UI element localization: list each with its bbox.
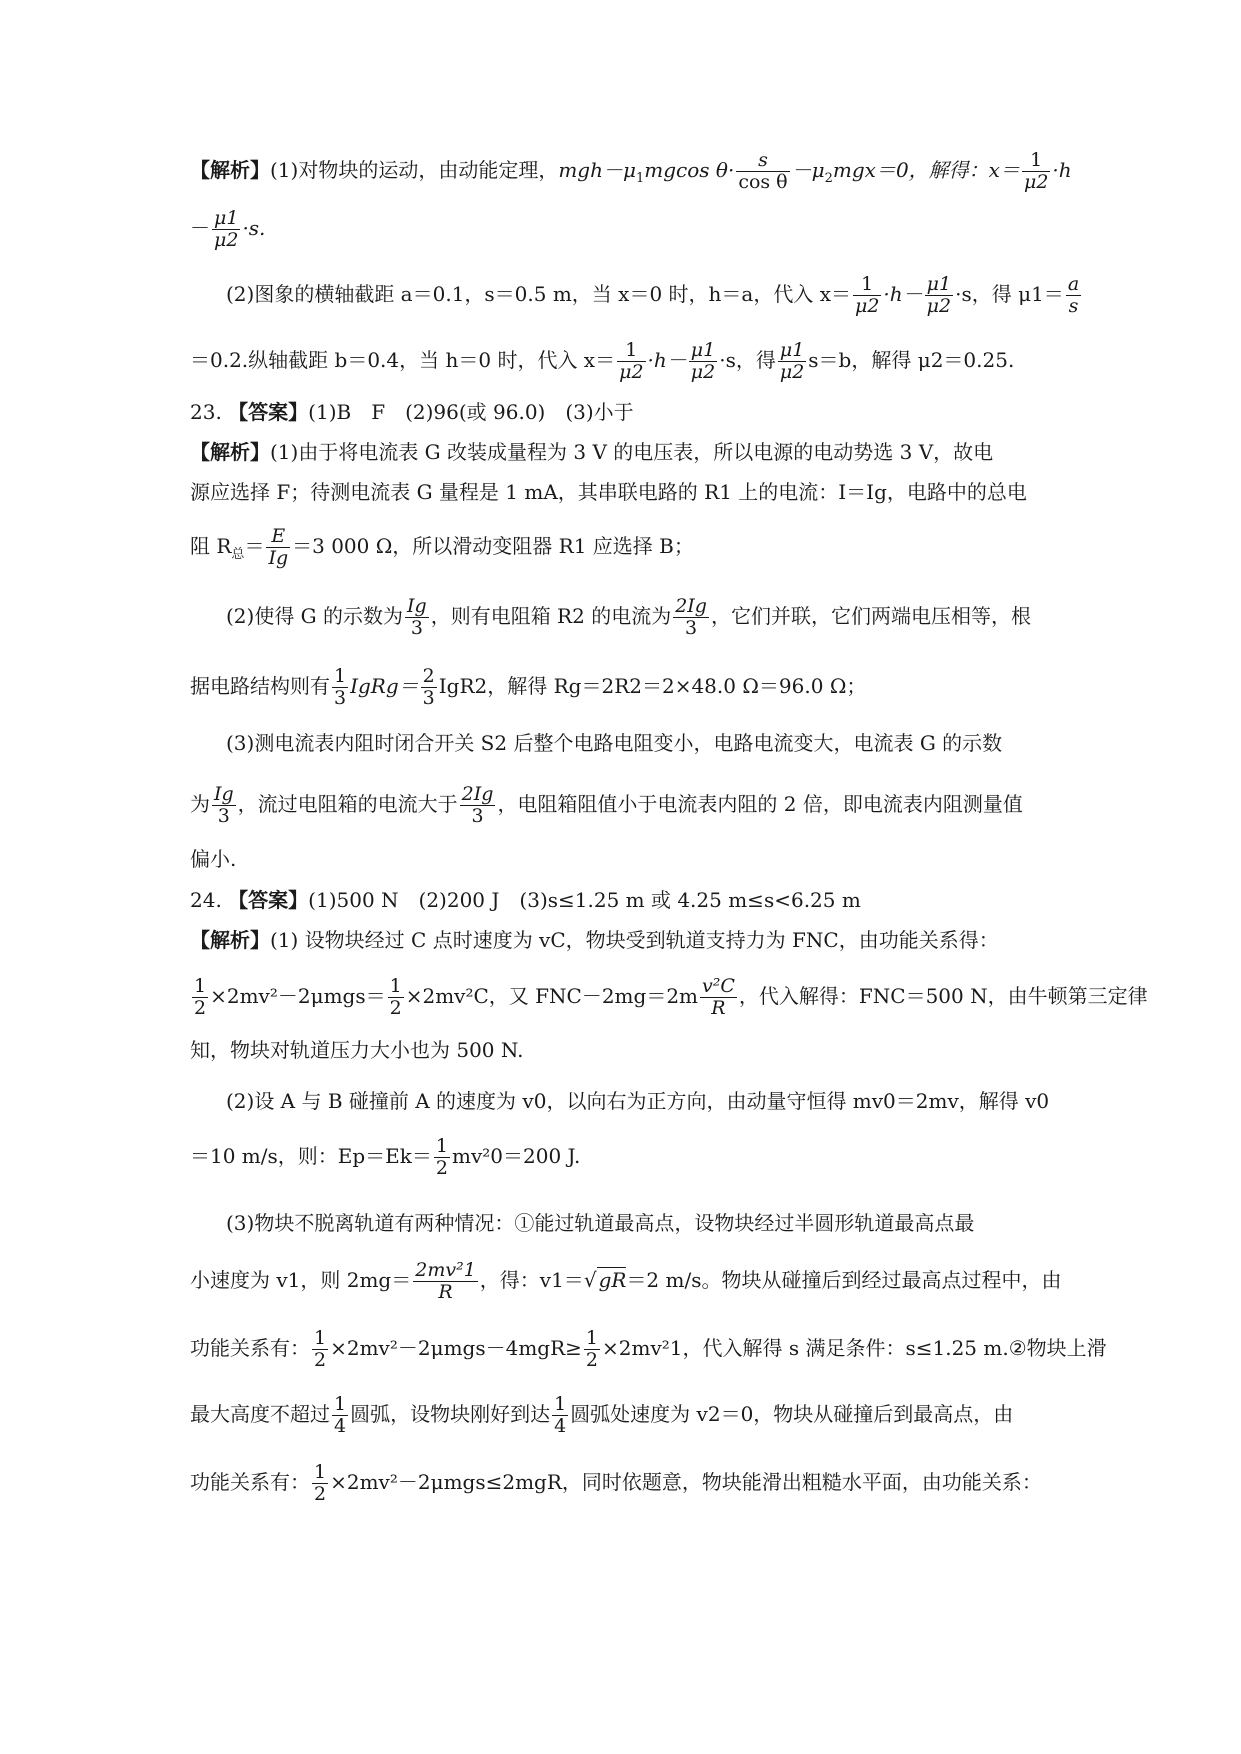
sqrt-symbol: √ xyxy=(583,1267,597,1292)
analysis-tag: 【解析】 xyxy=(190,928,270,952)
fraction: $\frac{Ig}{3}$ xyxy=(214,783,234,827)
q24-analysis-line-9: 最大高度不超过 $\frac{1}{4}$ 圆弧，设物块刚好到达 $\frac{1}{4}$ 圆弧处速度为 v2＝0，物块从碰撞后到最高点，由 xyxy=(190,1393,1014,1437)
fraction: $\frac{1}{2}$ xyxy=(314,1327,327,1371)
q24-analysis-line-3: 知，物块对轨道压力大小也为 500 N. xyxy=(190,1038,524,1062)
p2-line-2: ＝0.2.纵轴截距 b＝0.4，当 h＝0 时，代入 x＝ $\frac{1}{\mu 2}$ ·h－ $\frac{\mu 1}{\mu 2}$ ·s，得 $\frac{\mu 1}{\mu 2}$ s＝b，解得 μ2＝0.25. xyxy=(190,339,1015,383)
q23-analysis-line-5: 据电路结构则有 $\frac{1}{3}$ IgRg＝ $\frac{2}{3}$ IgR2，解得 Rg＝2R2＝2×48.0 Ω＝96.0 Ω； xyxy=(190,665,867,709)
fraction: $\frac{1}{2}$ xyxy=(435,1135,448,1179)
answer-text: (1)B F (2)96(或 96.0) (3)小于 xyxy=(308,400,634,424)
q23-analysis-line-3: 阻 $R_总=$ $\frac{E}{Ig}$ ＝3 000 Ω，所以滑动变阻器 R1 应选择 B； xyxy=(190,525,694,569)
fraction: $\frac{1}{\mu 2}$ xyxy=(1023,149,1049,193)
fraction: $\frac{2Ig}{3}$ xyxy=(461,783,494,827)
formula: mgh－μ xyxy=(558,157,636,182)
fraction: $\frac{1}{2}$ xyxy=(194,975,207,1019)
q24-analysis-line-10: 功能关系有： $\frac{1}{2}$ ×2mv²－2μmgs≤2mgR，同时依题意，物块能滑出粗糙水平面，由功能关系： xyxy=(190,1461,1042,1505)
p1-line-2: － $\frac{\mu 1}{\mu 2}$ ·s. xyxy=(190,207,266,251)
fraction: $\frac{1}{2}$ xyxy=(314,1461,327,1505)
q23-analysis-line-8: 偏小. xyxy=(190,847,237,871)
q24-analysis-line-7: 小速度为 v1，则 2mg＝ $\frac{\text{2mv²1}}{R}$ ，得：v1＝√ gR＝2 m/s。物块从碰撞后到经过最高点过程中，由 xyxy=(190,1259,1062,1303)
q24-analysis-line-6: (3)物块不脱离轨道有两种情况：①能过轨道最高点，设物块经过半圆形轨道最高点最 xyxy=(226,1211,975,1235)
q23-analysis-line-7: 为 $\frac{Ig}{3}$ ，流过电阻箱的电流大于 $\frac{2Ig}{3}$ ，电阻箱阻值小于电流表内阻的 2 倍，即电流表内阻测量值 xyxy=(190,783,1023,827)
answer-tag: 【答案】 xyxy=(228,400,309,424)
q23-answer-line xyxy=(190,397,634,428)
fraction: $\frac{2Ig}{3}$ xyxy=(675,595,707,639)
q24-analysis-line-8: 功能关系有： $\frac{1}{2}$ ×2mv²－2μmgs－4mgR≥ $\frac{1}{2}$ ×2mv²1，代入解得 s 满足条件：s≤1.25 m.②物块上滑 xyxy=(190,1327,1107,1371)
p2-line-1: (2)图象的横轴截距 a＝0.1，s＝0.5 m，当 x＝0 时，h＝a，代入 x＝ $\frac{1}{\mu 2}$ ·h－ $\frac{\mu 1}{\mu 2}$ ·s，得 μ1＝ $\frac{a}{s}$ xyxy=(226,273,1080,317)
text: (1)对物块的运动，由动能定理， xyxy=(270,157,559,182)
q24-analysis-line-1: 【解析】(1) 设物块经过 C 点时速度为 vC，物块受到轨道支持力为 FNC，由功能关系得： xyxy=(190,928,999,952)
analysis-tag: 【解析】 xyxy=(190,440,270,464)
fraction: $\frac{\mu 1}{\mu 2}$ xyxy=(779,339,805,383)
fraction: $\frac{Ig}{3}$ xyxy=(407,595,427,639)
formula: mgcos θ· xyxy=(644,157,735,182)
fraction: $\frac{\mu 1}{\mu 2}$ xyxy=(214,207,239,251)
fraction: $\frac{1}{\mu 2}$ xyxy=(619,339,644,383)
fraction: $\frac{\text{v²C}}{R}$ xyxy=(702,975,735,1019)
answer-tag: 【答案】 xyxy=(228,888,309,912)
q23-analysis-line-2: 源应选择 F；待测电流表 G 量程是 1 mA，其串联电路的 R1 上的电流：I＝Ig，电路中的总电 xyxy=(190,480,1027,504)
fraction: $\frac{1}{3}$ xyxy=(334,665,347,709)
question-number: 24. xyxy=(190,888,222,912)
q24-analysis-line-4: (2)设 A 与 B 碰撞前 A 的速度为 v0，以向右为正方向，由动量守恒得 mv0＝2mv，解得 v0 xyxy=(226,1089,1050,1113)
fraction: $\frac{a}{s}$ xyxy=(1067,273,1080,317)
sqrt-radicand: gR xyxy=(598,1267,627,1292)
q24-analysis-line-2: $\frac{1}{2}$ ×2mv²－2μmgs＝ $\frac{1}{2}$ ×2mv²C，又 FNC－2mg＝2m $\frac{\text{v²C}}{R}$ ，代入解得：FNC＝500 N，由牛顿第三定律 xyxy=(194,975,1148,1019)
fraction: $\frac{1}{2}$ xyxy=(585,1327,599,1371)
analysis-tag: 【解析】 xyxy=(190,157,270,182)
fraction: $\frac{1}{4}$ xyxy=(334,1393,347,1437)
fraction: $\frac{\mu 1}{\mu 2}$ xyxy=(690,339,716,383)
question-number: 23. xyxy=(190,400,222,424)
fraction: $\frac{1}{4}$ xyxy=(554,1393,567,1437)
q23-analysis-line-4: (2)使得 G 的示数为 $\frac{Ig}{3}$ ，则有电阻箱 R2 的电流为 $\frac{2Ig}{3}$ ，它们并联，它们两端电压相等，根 xyxy=(226,595,1031,639)
fraction: $\frac{\mu 1}{\mu 2}$ xyxy=(926,273,952,317)
q24-answer-line xyxy=(190,885,861,916)
fraction: $\frac{s}{\text{cos θ}}$ xyxy=(738,149,788,193)
fraction: $\frac{2}{3}$ xyxy=(422,665,435,709)
fraction: $\frac{1}{2}$ xyxy=(389,975,402,1019)
fraction: $\frac{1}{\mu 2}$ xyxy=(854,273,880,317)
p1-line-1: 【解析】(1)对物块的运动，由动能定理，$mgh-\mu_1mgcos$ θ· $\frac{s}{\text{cos θ}}$ $-\mu_2mgx=0$，解得：x＝ $\frac{1}{\mu 2}$ ·h xyxy=(190,149,1072,193)
fraction: $\frac{E}{Ig}$ xyxy=(268,525,289,569)
fraction: $\frac{\text{2mv²1}}{R}$ xyxy=(415,1259,476,1303)
q24-analysis-line-5: ＝10 m/s，则：Ep＝Ek＝ $\frac{1}{2}$ mv²0＝200 J. xyxy=(190,1135,581,1179)
q23-analysis-line-6: (3)测电流表内阻时闭合开关 S2 后整个电路电阻变小，电路电流变大，电流表 G 的示数 xyxy=(226,731,1003,755)
q23-analysis-line-1: 【解析】(1)由于将电流表 G 改装成量程为 3 V 的电压表，所以电源的电动势选 3 V，故电 xyxy=(190,440,994,464)
answer-text: (1)500 N (2)200 J (3)s≤1.25 m 或 4.25 m≤s<6.25 m xyxy=(308,888,861,912)
